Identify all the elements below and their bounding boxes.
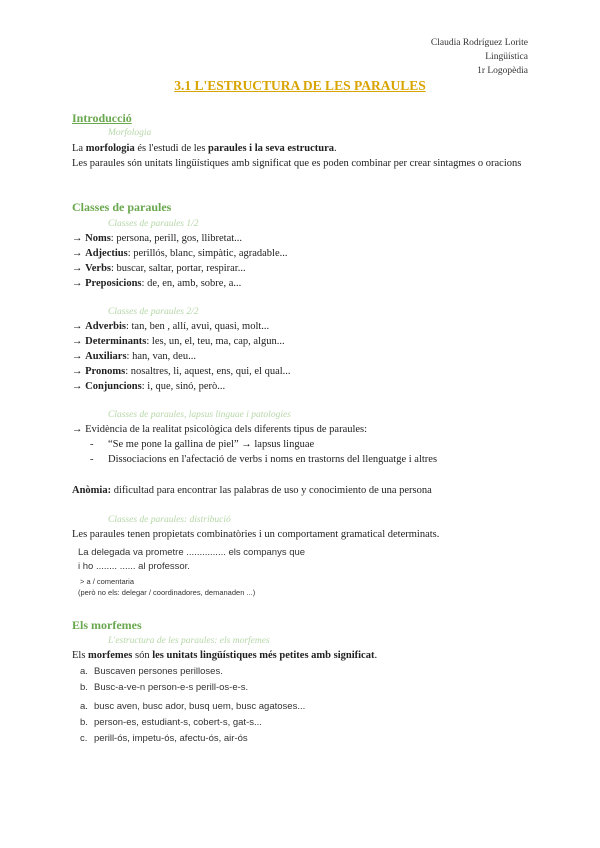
anomia-line: Anòmia: dificultad para encontrar las palabras de uso y conocimiento de una persona (72, 485, 432, 496)
morfemes-subheading: L'estructura de les paraules: els morfemes (108, 636, 270, 646)
evidence-bullet-1: - “Se me pone la gallina de piel” → lapsus linguae (90, 439, 315, 450)
morfemes-heading: Els morfemes (72, 618, 142, 632)
class-item-pronoms: → Pronoms: nosaltres, li, aquest, ens, qui, el qual... (72, 366, 291, 377)
morfemes-example-1a: a. Buscaven persones perilloses. (80, 666, 223, 677)
morfemes-example-1b: b. Busc-a-ve-n person-e-s perill-os-e-s. (80, 682, 249, 693)
classes-heading: Classes de paraules (72, 200, 172, 214)
page-header (431, 36, 528, 78)
header-subject: Lingüística (485, 52, 528, 62)
distribution-example-2: i ho ........ ...... al professor. (78, 561, 190, 572)
class-item-noms: → Noms: persona, perill, gos, llibretat... (72, 233, 243, 244)
intro-paragraph-2: Les paraules són unitats lingüístiques amb significat que es poden combinar per crear sintagmes o oracions (72, 158, 522, 169)
class-item-verbs: → Verbs: buscar, saltar, portar, respirar... (72, 263, 246, 274)
intro-subheading: Morfologia (108, 128, 152, 138)
class-item-adverbis: → Adverbis: tan, ben , allí, avui, quasi, molt... (72, 321, 270, 332)
classes-sub1: Classes de paraules 1/2 (108, 219, 199, 229)
intro-heading: Introducció (72, 111, 132, 125)
distribution-text: Les paraules tenen propietats combinatòries i un comportament gramatical determinats. (72, 529, 440, 540)
header-course: 1r Logopèdia (477, 66, 528, 76)
intro-paragraph-1: La morfologia és l'estudi de les paraules i la seva estructura. (72, 143, 337, 154)
class-item-adjectius: → Adjectius: perillós, blanc, simpàtic, agradable... (72, 248, 288, 259)
distribution-example-3: > a / comentaria (80, 577, 134, 586)
evidence-bullet-2: - Dissociacions en l'afectació de verbs i noms en trastorns del llenguatge i altres (90, 454, 438, 465)
classes-sub3: Classes de paraules, lapsus linguae i patologies (108, 410, 291, 420)
morfemes-example-2b: b. person-es, estudiant-s, cobert-s, gat-s... (80, 717, 262, 728)
morfemes-example-2a: a. busc aven, busc ador, busq uem, busc agatoses... (80, 701, 306, 712)
page-title: 3.1 L'ESTRUCTURA DE LES PARAULES (174, 78, 426, 93)
class-item-preposicions: → Preposicions: de, en, amb, sobre, a... (72, 278, 242, 289)
morfemes-example-2c: c. perill-ós, impetu-ós, afectu-ós, air-ós (80, 733, 248, 744)
distribution-example-1: La delegada va prometre ............... els companys que (78, 547, 306, 558)
evidence-line: → Evidència de la realitat psicològica dels diferents tipus de paraules: (72, 424, 368, 435)
class-item-conjuncions: → Conjuncions: i, que, sinó, però... (72, 381, 226, 392)
classes-sub2: Classes de paraules 2/2 (108, 307, 199, 317)
classes-sub4: Classes de paraules: distribució (108, 515, 231, 525)
distribution-example-4: (però no els: delegar / coordinadores, demanaden ...) (78, 588, 256, 597)
header-author: Claudia Rodríguez Lorite (430, 38, 528, 48)
class-item-auxiliars: → Auxiliars: han, van, deu... (72, 351, 196, 362)
class-item-determinants: → Determinants: les, un, el, teu, ma, cap, algun... (72, 336, 285, 347)
morfemes-definition: Els morfemes són les unitats lingüístiques més petites amb significat. (72, 650, 378, 661)
